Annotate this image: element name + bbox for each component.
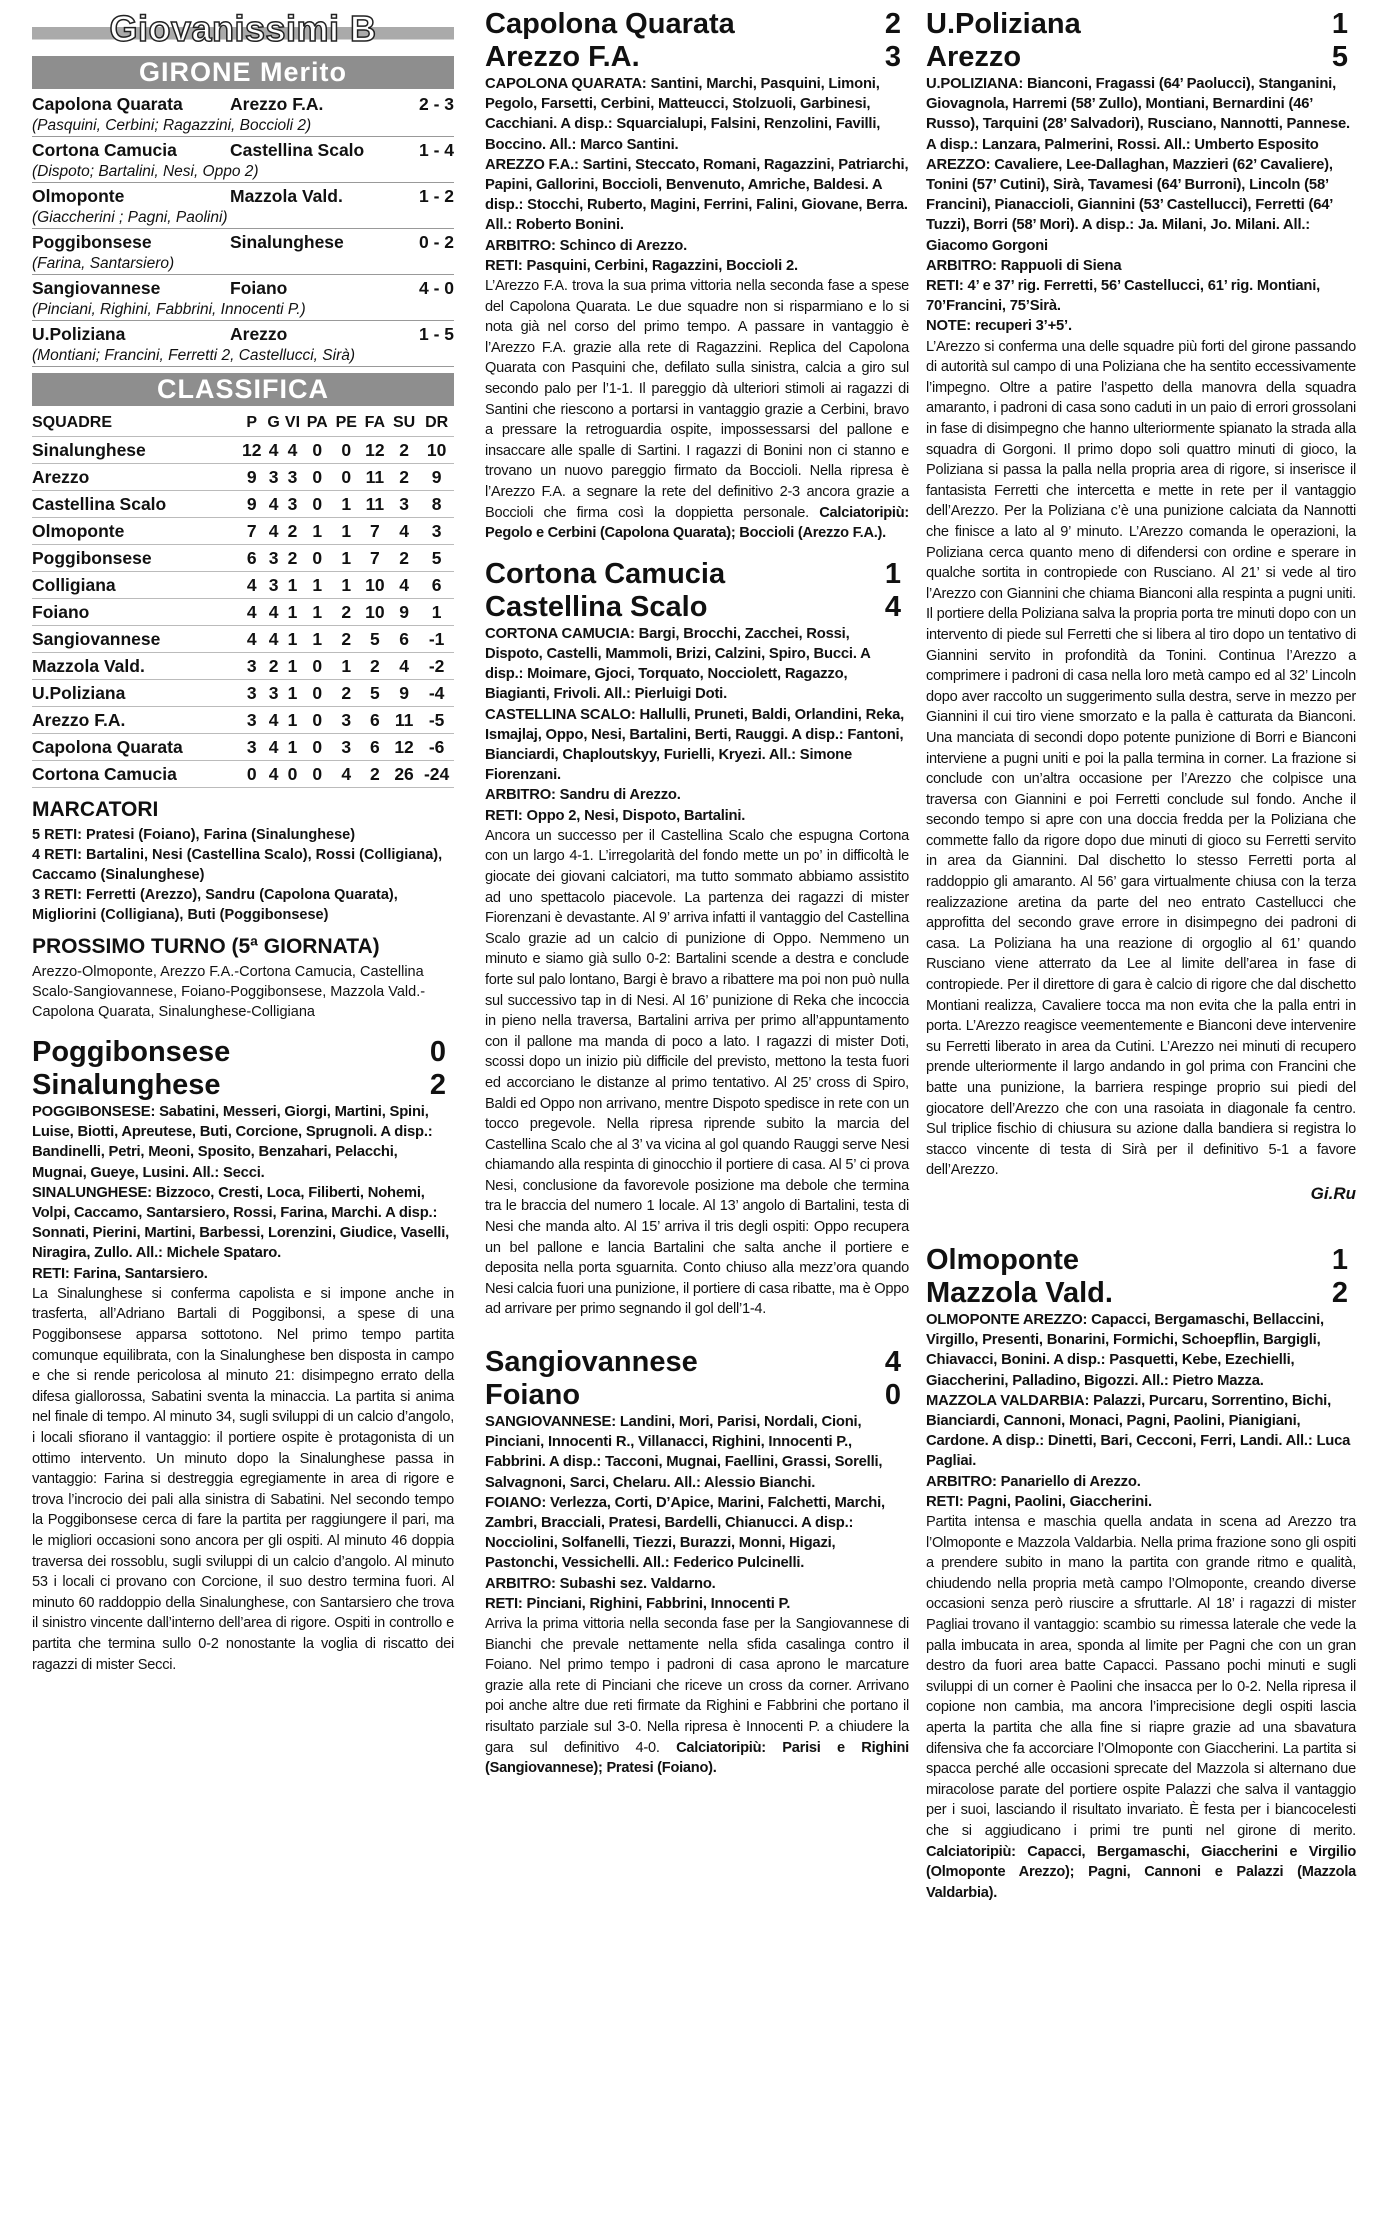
- team-name: Sinalunghese: [32, 439, 146, 460]
- reti: RETI: 4’ e 37’ rig. Ferretti, 56’ Castellucci, 61’ rig. Montiani, 70’Francini, 75’Sirà.: [926, 278, 1321, 315]
- match-home: Sangiovannese 4: [485, 1346, 901, 1379]
- stat-cell: 10: [365, 574, 385, 595]
- stat-cell: 0: [312, 493, 323, 514]
- stat-cell: 1: [341, 493, 352, 514]
- arbitro: ARBITRO: Panariello di Arezzo.: [926, 1473, 1141, 1490]
- result-home: Poggibonsese: [32, 232, 152, 252]
- stat-cell: 1: [287, 682, 298, 703]
- author-signature: Gi.Ru: [1310, 1183, 1356, 1203]
- match-home: Cortona Camucia 1: [485, 557, 901, 590]
- stat-cell: -5: [428, 709, 445, 730]
- stat-cell: 1: [312, 574, 323, 595]
- girone-header: GIRONE Merito: [32, 56, 454, 89]
- stat-cell: 11: [365, 493, 385, 514]
- result-score: 1 - 2: [418, 186, 454, 206]
- team-name: Poggibonsese: [32, 547, 152, 568]
- result-scorers: (Montiani; Francini, Ferretti 2, Castellucci, Sirà): [32, 345, 454, 367]
- match-away: Mazzola Vald. 2: [926, 1276, 1348, 1309]
- result-score: 0 - 2: [418, 232, 454, 252]
- match-report: Partita intensa e maschia quella andata in scena ad Arezzo tra l’Olmoponte e Mazzola Valdarbia. Nella prima frazione sono gli ospiti a prendere subito in mano la partita con grande ritmo e qualità, chiudendo nella propria metà campo l’Olmoponte, creando diverse occasioni senza però riuscire a sfruttarle. Al 18’ i ragazzi di mister Pagliai trovano il vantaggio: scambio su rimessa laterale che vede la palla imbucata in area, sponda al limite per Pagni che con un gran destro da fuori area batte Capacci. Passano pochi minuti e sugli sviluppi di un corner è Paolini che insacca per lo 0-2. Nella ripresa il copione non cambia, ma ancora l’imprecisione degli ospiti lascia aperta la partita che alla fine si riapre grazie ad una sbavatura difensiva che fa accorciare l’Olmoponte con Giaccherini. La partita si spacca perché alle occasioni sprecate del Mazzola si alternano due miracolose parate del portiere ospite Palazzi che salva il vantaggio per i suoi, lasciando il risultato invariato. È festa per i biancocelesti che si aggiudicano i primi tre punti nel girone di merito. Calciatoripiù: Capacci, Bergamaschi, Giaccherini e Virgilio (Olmoponte Arezzo); Pagni, Cannoni e Palazzi (Mazzola Valdarbia).: [926, 1514, 1356, 1901]
- team-name: Arezzo F.A.: [32, 709, 126, 730]
- stat-cell: 4: [399, 655, 409, 676]
- stat-cell: 1: [287, 628, 298, 649]
- result-away: Arezzo F.A.: [230, 94, 324, 114]
- column-header: SQUADRE: [32, 414, 113, 431]
- stat-cell: 3: [268, 466, 279, 487]
- lineup-home: CAPOLONA QUARATA: Santini, Marchi, Pasquini, Limoni, Pegolo, Farsetti, Cerbini, Matteucci, Stolzuoli, Garbinesi, Cacchiani. A disp.: Squarcialupi, Falsini, Renzolini, Favilli, Boccino. All.: Marco Santini.: [485, 76, 881, 153]
- stat-cell: 2: [287, 547, 298, 568]
- table-row: [32, 518, 454, 545]
- stat-cell: 2: [399, 439, 409, 460]
- standings-table: [32, 410, 454, 788]
- stat-cell: 4: [268, 763, 279, 784]
- result-home: Cortona Camucia: [32, 140, 177, 160]
- stat-cell: 2: [341, 628, 352, 649]
- stat-cell: 1: [312, 628, 323, 649]
- stat-cell: 4: [246, 601, 257, 622]
- column-center: [485, 8, 909, 1779]
- result-away: Mazzola Vald.: [230, 186, 343, 206]
- result-away: Foiano: [230, 278, 288, 298]
- stat-cell: 2: [341, 682, 352, 703]
- stat-cell: 1: [287, 601, 298, 622]
- result-row: [32, 277, 454, 299]
- stat-cell: 11: [365, 466, 385, 487]
- reti: RETI: Pasquini, Cerbini, Ragazzini, Boccioli 2.: [485, 257, 798, 274]
- table-row: [32, 464, 454, 491]
- column-header: DR: [425, 414, 449, 431]
- stat-cell: 0: [246, 763, 257, 784]
- stat-cell: 4: [246, 574, 257, 595]
- match-away: Arezzo F.A. 3: [485, 41, 901, 73]
- team-name: Mazzola Vald.: [32, 655, 145, 676]
- result-row: [32, 323, 454, 345]
- team-name: Cortona Camucia: [32, 763, 177, 784]
- stat-cell: 2: [399, 547, 409, 568]
- stat-cell: 0: [312, 709, 323, 730]
- stat-cell: 1: [431, 601, 442, 622]
- stat-cell: 4: [268, 628, 279, 649]
- column-header: SU: [392, 414, 416, 431]
- stat-cell: 0: [287, 763, 298, 784]
- stat-cell: 9: [246, 466, 257, 487]
- stat-cell: 5: [369, 682, 380, 703]
- reti: RETI: Oppo 2, Nesi, Dispoto, Bartalini.: [485, 807, 746, 824]
- match-report: L’Arezzo si conferma una delle squadre più forti del girone passando di autorità sul campo di una Poliziana che ha sentito eccessivamente l’impegno. Oltre a patire l’aspetto della manovra della squadra amaranto, i padroni di casa sono caduti in un paio di errori grossolani in fase di disimpegno che hanno ulteriormente spianato la strada alla squadra di Gorgoni. Il primo dopo soli quattro minuti di gioco, la Poliziana si passa la palla nella propria area di rigore, si inserisce il fantasista Ferretti che intercetta e mette in rete per il vantaggio dell’Arezzo. Per la Poliziana c’è una punizione calciata da Nannotti che finisce a lato al 9’ minuto. L’Arezzo comanda le operazioni, la Poliziana cerca quanto meno di difendersi con ordine e sperare in qualche sortita in contropiede con Rusciano. Al 21’ si vede al tiro l’Arezzo con Giannini che chiama Bianconi alla respinta a pugni uniti. Il portiere della Poliziana salva la propria porta tre minuti dopo con un intervento di piede sul Ferretti che si libera al tiro dopo un tentativo di Giannini servito in profondità da Tonini. Continua l’Arezzo a comprimere i padroni di casa nella loro metà campo ed al 32’ Lincoln dopo aver raccolto un suggerimento sulla destra, serve in mezzo per Giannini il cui tiro viene smorzato e la palla è catturata da Bianconi. Una manciata di secondi dopo potente punizione di Borri e Bianconi interviene a pugni uniti e poi la palla termina in corner. La frazione si conclude con un’altra occasione per l’Arezzo che colpisce una traversa con Giannini e poi Ferretti conclude sul fondo. Anche il secondo tempo si apre con una doccia fredda per la Poliziana che commette fallo da rigore dopo due minuti di gioco su Ferretti servito in area da Giannini. Dal dischetto lo stesso Ferretti porta al raddoppio gli amaranto. Al 56’ gara virtualmente chiusa con la terza realizzazione aretina da parte del neo entrato Castellucci che approfitta del secondo grave errore in disimpegno dei padroni di casa. La Poliziana ha una reazione di orgoglio al 61’ quando Rusciano viene atterrato da Lee al limite dell’area in fase di contropiede. Per il direttore di gara è calcio di rigore che dal dischetto Montiani realizza, Cavaliere tocca ma non evita che la palla entri in porta. L’Arezzo reagisce veementemente e Bianconi deve intervenire su Ferretti liberato in area da Cutini. L’Arezzo nei minuti di recupero prende ulteriormente il largo andando in gol prima con Francini che batte una punizione, la barriera respinge proprio sui piedi del giocatore dell’Arezzo che con una rasoiata in diagonale fa centro. Sul triplice fischio di chiusura su azione dalla bandiera si registra lo stacco vincente di testa di Sirà per il definitivo 5-1 a favore dell’Arezzo.: [926, 338, 1356, 1179]
- stat-cell: 3: [287, 493, 298, 514]
- stat-cell: 1: [312, 601, 323, 622]
- match-sangiovannese: [485, 1346, 909, 1779]
- stat-cell: 0: [312, 736, 323, 757]
- result-home: Capolona Quarata: [32, 94, 183, 114]
- scorer-line: 3 RETI: Ferretti (Arezzo), Sandru (Capolona Quarata), Migliorini (Colligiana), Buti (Poggibonsese): [32, 887, 398, 923]
- stat-cell: 26: [394, 763, 414, 784]
- lineup-away: FOIANO: Verlezza, Corti, D’Apice, Marini, Falchetti, Marchi, Zambri, Bracciali, Pratesi, Bardelli, Chianucci. A disp.: Nocciolini, Solfanelli, Tiezzi, Burazzi, Monni, Higazi, Pastonchi, Vessichelli. All.: Federico Pulcinelli.: [485, 1494, 885, 1572]
- standings-header-row: [32, 410, 454, 437]
- match-report: Ancora un successo per il Castellina Scalo che espugna Cortona con un largo 4-1. L’irregolarità del fondo mette un po’ in difficoltà le giocate dei giovani calciatori, ma tutto sommato abbiamo assistito ad uno spettacolo piacevole. La partenza dei ragazzi di mister Fiorenzani è devastante. Al 9’ arriva infatti il vantaggio del Castellina Scalo grazie ad un calcio di punizione di Oppo. Nemmeno un minuto e siamo già sullo 0-2: Bartalini scende a destra e conclude forte sul palo lontano, Bargi è bravo a ribattere ma poi non può nulla sul successivo tap in di Nesi. Al 16’ punizione di Reka che incoccia in pieno nella traversa, Bartalini arriva per primo all’appuntamento con il pallone ma manda di poco a lato. I ragazzi di mister Doti, scossi dopo un inizio più difficile del previsto, mettono la testa fuori ed accorciano le distanze al primo tentativo. Al 25’ cross di Spiro, Baldi ed Oppo non arrivano, mentre Dispoto spedisce in rete con un tocco pregevole. Nella ripresa riprende subito la marcia del Castellina Scalo che al 3’ va vicina al gol quando Rauggi serve Nesi chiamando alla respinta di ginocchio il portiere di casa. Al 5’ ci prova Nesi, conclusione da favorevole posizione ma debole che termina tra le braccia del numero 1 locale. Al 13’ angolo di Bartalini, testa di Nesi che manda alto. Al 15’ arriva il tris degli ospiti: Oppo recupera un bel pallone e lancia Bartalini che salta anche il portiere e deposita nella porta sguarnita. Conto chiuso alla mezz’ora quando Nesi calcia fuori una punizione, il portiere di casa ribatte, ma è Oppo ad arrivare per primo segnando il gol dell’1-4.: [485, 827, 909, 1318]
- stat-cell: 2: [268, 655, 279, 676]
- stat-cell: 4: [287, 439, 298, 460]
- result-scorers: (Pinciani, Righini, Fabbrini, Innocenti P.): [32, 299, 454, 321]
- match-poliziana: [926, 8, 1356, 1204]
- match-report: L’Arezzo F.A. trova la sua prima vittoria nella seconda fase a spese del Capolona Quarata. Le due squadre non si risparmiano e lo si nota già nel corso del primo tempo. A passare in vantaggio è l’Arezzo F.A. grazie alla rete di Ragazzini. Replica del Capolona Quarata con Pasquini che, defilato sulla sinistra, calcia a giro sul secondo palo per l’1-1. Il pareggio dà ulteriori stimoli ai ragazzi di Santini che riescono a portarsi in vantaggio grazie a Cerbini, bravo a pressare la retroguardia ospite, impossessarsi del pallone e insaccare alle spalle di Sartini. I ragazzi di Bonini non ci stanno e trovano un nuovo pareggio firmato da Boccioli. Nella ripresa è l’Arezzo F.A. a segnare la rete del definitivo 2-3 ancora grazie a Boccioli che firma così la doppietta personale. Calciatoripiù: Pegolo e Cerbini (Capolona Quarata); Boccioli (Arezzo F.A.).: [485, 278, 909, 542]
- stat-cell: 4: [268, 439, 279, 460]
- column-left: [32, 8, 454, 1675]
- result-away: Arezzo: [230, 324, 288, 344]
- team-name: Olmoponte: [32, 520, 125, 541]
- stat-cell: 1: [287, 709, 298, 730]
- stat-cell: 6: [431, 574, 442, 595]
- stat-cell: 0: [312, 763, 323, 784]
- stat-cell: 1: [341, 574, 352, 595]
- team-name: Colligiana: [32, 574, 116, 595]
- stat-cell: 3: [268, 574, 279, 595]
- page-title: Giovanissimi B: [109, 8, 377, 49]
- arbitro: ARBITRO: Rappuoli di Siena: [926, 257, 1122, 274]
- column-right: [926, 8, 1356, 1903]
- result-score: 1 - 4: [418, 140, 454, 160]
- team-name: Arezzo: [32, 466, 90, 487]
- stat-cell: 10: [426, 439, 447, 460]
- result-home: U.Poliziana: [32, 324, 126, 344]
- stat-cell: 1: [287, 574, 298, 595]
- stat-cell: -1: [428, 628, 445, 649]
- lineup-home: SANGIOVANNESE: Landini, Mori, Parisi, Nordali, Cioni, Pinciani, Innocenti R., Villanacci, Righini, Innocenti P., Fabbrini. A disp.: Tacconi, Mugnai, Faellini, Grassi, Sorelli, Salvagnoni, Sarci, Chelaru. All.: Alessio Bianchi.: [485, 1414, 883, 1491]
- result-away: Sinalunghese: [230, 232, 344, 252]
- reti: RETI: Farina, Santarsiero.: [32, 1265, 208, 1282]
- stat-cell: 3: [399, 493, 409, 514]
- column-header: P: [246, 414, 258, 431]
- lineup-away: AREZZO: Cavaliere, Lee-Dallaghan, Mazzieri (62’ Cavaliere), Tonini (57’ Cutini), Sirà, Tavamesi (64’ Burroni), Lincoln (58’ Francini), Pianaccioli, Giannini (53’ Castellucci), Ferretti (64’ Tuzzi), Borri (58’ Mori). A disp.: Ja. Milani, Jo. Milani. All.: Giacomo Gorgoni: [926, 156, 1333, 254]
- stat-cell: 4: [268, 493, 279, 514]
- stat-cell: -2: [428, 655, 445, 676]
- stat-cell: 0: [312, 466, 323, 487]
- lineup-home: OLMOPONTE AREZZO: Capacci, Bergamaschi, Bellaccini, Virgillo, Presenti, Bonarini, Formichi, Schoepflin, Bargigli, Chiavacci, Bonini. A disp.: Pasquetti, Kebe, Ezechielli, Giaccherini, Palladino, Bigozzi. All.: Pietro Mazza.: [926, 1311, 1324, 1389]
- team-name: U.Poliziana: [32, 682, 126, 703]
- stat-cell: 9: [246, 493, 257, 514]
- stat-cell: 12: [242, 439, 262, 460]
- result-away: Castellina Scalo: [230, 140, 365, 160]
- result-home: Olmoponte: [32, 186, 125, 206]
- stat-cell: 7: [246, 520, 257, 541]
- lineup-home: U.POLIZIANA: Bianconi, Fragassi (64’ Paolucci), Stanganini, Giovagnola, Harremi (58’ Zullo), Montiani, Bernardini (46’ Russo), Tarquini (28’ Salvadori), Rusciano, Nannotti, Pannese. A disp.: Lanzara, Palmerini, Rossi. All.: Umberto Esposito: [926, 76, 1350, 153]
- match-away: Castellina Scalo 4: [485, 590, 901, 623]
- stat-cell: 6: [369, 736, 380, 757]
- stat-cell: 6: [369, 709, 380, 730]
- result-score: 2 - 3: [418, 94, 454, 114]
- stat-cell: -6: [428, 736, 445, 757]
- classifica-header: CLASSIFICA: [32, 373, 454, 406]
- match-cortona: [485, 558, 909, 1320]
- stat-cell: 4: [268, 709, 279, 730]
- stat-cell: 2: [369, 763, 380, 784]
- match-poggibonsese: [32, 1036, 454, 1675]
- stat-cell: 7: [369, 547, 380, 568]
- match-away: Foiano 0: [485, 1379, 901, 1412]
- table-row: [32, 626, 454, 653]
- stat-cell: 9: [399, 601, 409, 622]
- results-list: [32, 93, 454, 367]
- column-header: G: [267, 414, 280, 431]
- stat-cell: 9: [431, 466, 442, 487]
- result-row: [32, 139, 454, 161]
- result-scorers: (Dispoto; Bartalini, Nesi, Oppo 2): [32, 161, 454, 183]
- stat-cell: 0: [312, 547, 323, 568]
- match-report: Arriva la prima vittoria nella seconda fase per la Sangiovannese di Bianchi che prevale nettamente nella sfida casalinga contro il Foiano. Nel primo tempo i padroni di casa aprono le marcature grazie alla rete di Pinciani che riceve un cross da corner. Arrivano poi anche altre due reti firmate da Righini e Fabbrini che portano il risultato parziale sul 3-0. Nella ripresa è Innocenti P. a chiudere la gara sul definitivo 4-0. Calciatoripiù: Parisi e Righini (Sangiovannese); Pratesi (Foiano).: [485, 1616, 909, 1777]
- stat-cell: 0: [312, 655, 323, 676]
- stat-cell: 3: [246, 682, 257, 703]
- stat-cell: 4: [268, 520, 279, 541]
- stat-cell: 10: [365, 601, 385, 622]
- column-header: PA: [306, 414, 328, 431]
- result-row: [32, 93, 454, 115]
- marcatori-title: MARCATORI: [32, 798, 159, 821]
- result-home: Sangiovannese: [32, 278, 161, 298]
- stat-cell: 0: [312, 682, 323, 703]
- stat-cell: 7: [369, 520, 380, 541]
- marcatori-list: [32, 825, 454, 925]
- stat-cell: 3: [341, 736, 352, 757]
- lineup-home: CORTONA CAMUCIA: Bargi, Brocchi, Zacchei, Rossi, Dispoto, Castelli, Mammoli, Brizi, Calzini, Spiro, Bucci. A disp.: Moimare, Gjoci, Torquato, Nocciolett, Ragazzo, Biagianti, Frivoli. All.: Pierluigi Doti.: [485, 625, 871, 703]
- prossimo-title: PROSSIMO TURNO (5ª GIORNATA): [32, 935, 380, 958]
- lineup-home: POGGIBONSESE: Sabatini, Messeri, Giorgi, Martini, Spini, Luise, Biotti, Apreutese, Buti, Corcione, Sprugnoli. A disp.: Bandinelli, Petri, Meoni, Sposito, Benzahari, Pelacchi, Mugnai, Gueye, Lusini. All.: Secci.: [32, 1104, 433, 1181]
- scorer-line: 5 RETI: Pratesi (Foiano), Farina (Sinalunghese): [32, 827, 356, 843]
- stat-cell: 8: [431, 493, 442, 514]
- note: NOTE: recuperi 3’+5’.: [926, 318, 1072, 335]
- table-row: [32, 707, 454, 734]
- result-scorers: (Giaccherini ; Pagni, Paolini): [32, 207, 454, 229]
- table-row: [32, 653, 454, 680]
- team-name: Sangiovannese: [32, 628, 161, 649]
- match-home: Capolona Quarata 2: [485, 8, 901, 40]
- stat-cell: 0: [341, 439, 352, 460]
- result-row: [32, 185, 454, 207]
- stat-cell: 3: [246, 736, 257, 757]
- scorer-line: 4 RETI: Bartalini, Nesi (Castellina Scalo), Rossi (Colligiana), Caccamo (Sinalunghese): [32, 847, 443, 883]
- reti: RETI: Pinciani, Righini, Fabbrini, Innocenti P.: [485, 1595, 791, 1612]
- stat-cell: 3: [246, 655, 257, 676]
- column-header: FA: [364, 414, 386, 431]
- stat-cell: 5: [369, 628, 380, 649]
- match-home: U.Poliziana 1: [926, 8, 1348, 40]
- table-row: [32, 761, 454, 788]
- match-home: Poggibonsese 0: [32, 1036, 446, 1068]
- column-header: PE: [335, 414, 357, 431]
- stat-cell: 1: [287, 655, 298, 676]
- table-row: [32, 572, 454, 599]
- match-capolona: [485, 8, 909, 544]
- result-score: 4 - 0: [418, 278, 454, 298]
- match-away: Arezzo 5: [926, 41, 1348, 73]
- lineup-away: CASTELLINA SCALO: Hallulli, Pruneti, Baldi, Orlandini, Reka, Ismajlaj, Oppo, Nesi, Bartalini, Berti, Rauggi. A disp.: Fantoni, Bianciardi, Chaploutskyy, Furielli, Kryezi. All.: Simone Fiorenzani.: [485, 706, 905, 784]
- lineup-away: MAZZOLA VALDARBIA: Palazzi, Purcaru, Sorrentino, Bichi, Bianciardi, Cannoni, Monaci, Pagni, Paolini, Pianigiani, Cardone. A disp.: Dinetti, Bari, Cecconi, Ferri, Landi. All.: Luca Pagliai.: [926, 1392, 1351, 1470]
- stat-cell: 4: [399, 574, 409, 595]
- stat-cell: -24: [423, 763, 450, 784]
- team-name: Foiano: [32, 601, 90, 622]
- stat-cell: 0: [312, 439, 323, 460]
- stat-cell: 3: [341, 709, 352, 730]
- match-away: Sinalunghese 2: [32, 1069, 446, 1101]
- stat-cell: 2: [369, 655, 380, 676]
- match-report: La Sinalunghese si conferma capolista e si impone anche in trasferta, all’Adriano Bartali di Poggibonsi, a spese di una Poggibonsese apparsa sottotono. Nel primo tempo partita comunque equilibrata, con la Sinalunghese ben disposta in campo e che si rende pericolosa al minuto 21: disimpegno errato della difesa giallorossa, Sabatini sventa la minaccia. La partita si anima nel finale di tempo. Al minuto 34, sugli sviluppi di un calcio d’angolo, i locali sfiorano il vantaggio: il portiere ospite è protagonista di un ottimo intervento. Un minuto dopo la Sinalunghese passa in vantaggio: Farina si destreggia egregiamente in area di rigore e trova l’incrocio dei pali alla sinistra di Sabatini. Nel secondo tempo la Poggibonsese cerca di fare la partita per raggiungere il pari, ma le migliori occasioni sono ancora per gli ospiti. Al minuto 46 doppia traversa dei rossoblu, sugli sviluppi di un calcio d’angolo. Al minuto 53 i locali ci provano con Corcione, il suo destro termina fuori. Al minuto 60 raddoppio della Sinalunghese, con Santarsiero che trova il sinistro vincente dall’interno dell’area di rigore. Ospiti in controllo e partita che termina sullo 0-2 nonostante la voglia di riscatto dei ragazzi di mister Secci.: [32, 1285, 454, 1673]
- result-score: 1 - 5: [418, 324, 454, 344]
- reti: RETI: Pagni, Paolini, Giaccherini.: [926, 1493, 1152, 1510]
- arbitro: ARBITRO: Subashi sez. Valdarno.: [485, 1575, 716, 1592]
- stat-cell: 12: [365, 439, 385, 460]
- prossimo-text: Arezzo-Olmoponte, Arezzo F.A.-Cortona Camucia, Castellina Scalo-Sangiovannese, Foiano-Poggibonsese, Mazzola Vald.-Capolona Quarata, Sinalunghese-Colligiana: [32, 964, 426, 1020]
- stat-cell: 12: [394, 736, 414, 757]
- arbitro: ARBITRO: Schinco di Arezzo.: [485, 237, 688, 254]
- stat-cell: 3: [431, 520, 442, 541]
- stat-cell: -4: [428, 682, 445, 703]
- stat-cell: 4: [268, 736, 279, 757]
- arbitro: ARBITRO: Sandru di Arezzo.: [485, 787, 681, 804]
- stat-cell: 2: [287, 520, 298, 541]
- stat-cell: 3: [287, 466, 298, 487]
- stat-cell: 4: [399, 520, 409, 541]
- team-name: Capolona Quarata: [32, 736, 183, 757]
- stat-cell: 6: [246, 547, 257, 568]
- stat-cell: 4: [268, 601, 279, 622]
- stat-cell: 2: [341, 601, 352, 622]
- stat-cell: 6: [399, 628, 409, 649]
- column-header: VI: [284, 414, 301, 431]
- stat-cell: 3: [268, 547, 279, 568]
- stat-cell: 5: [431, 547, 442, 568]
- table-row: [32, 734, 454, 761]
- stat-cell: 3: [268, 682, 279, 703]
- section-banner: [32, 8, 454, 50]
- table-row: [32, 491, 454, 518]
- result-scorers: (Farina, Santarsiero): [32, 253, 454, 275]
- lineup-away: AREZZO F.A.: Sartini, Steccato, Romani, Ragazzini, Patriarchi, Papini, Gallorini, Boccioli, Benvenuto, Amriche, Baldesi. A disp.: Stocchi, Ruberto, Magini, Ferrini, Falini, Giovane, Berra. All.: Roberto Bonini.: [485, 156, 909, 234]
- match-home: Olmoponte 1: [926, 1243, 1348, 1276]
- stat-cell: 1: [341, 547, 352, 568]
- table-row: [32, 599, 454, 626]
- stat-cell: 1: [341, 520, 352, 541]
- lineup-away: SINALUNGHESE: Bizzoco, Cresti, Loca, Filiberti, Nohemi, Volpi, Caccamo, Santarsiero, Rossi, Farina, Marchi. A disp.: Sonnati, Pierini, Martini, Barbessi, Lorenzini, Giudice, Vaselli, Niragira, Zullo. All.: Michele Spataro.: [32, 1184, 450, 1262]
- table-row: [32, 680, 454, 707]
- stat-cell: 2: [399, 466, 409, 487]
- stat-cell: 4: [341, 763, 352, 784]
- stat-cell: 1: [287, 736, 298, 757]
- stat-cell: 0: [341, 466, 352, 487]
- result-row: [32, 231, 454, 253]
- match-olmoponte: [926, 1244, 1356, 1903]
- result-scorers: (Pasquini, Cerbini; Ragazzini, Boccioli 2): [32, 115, 454, 137]
- table-row: [32, 545, 454, 572]
- stat-cell: 9: [399, 682, 409, 703]
- team-name: Castellina Scalo: [32, 493, 167, 514]
- stat-cell: 1: [312, 520, 323, 541]
- stat-cell: 3: [246, 709, 257, 730]
- stat-cell: 1: [341, 655, 352, 676]
- stat-cell: 11: [394, 709, 414, 730]
- table-row: [32, 437, 454, 464]
- stat-cell: 4: [246, 628, 257, 649]
